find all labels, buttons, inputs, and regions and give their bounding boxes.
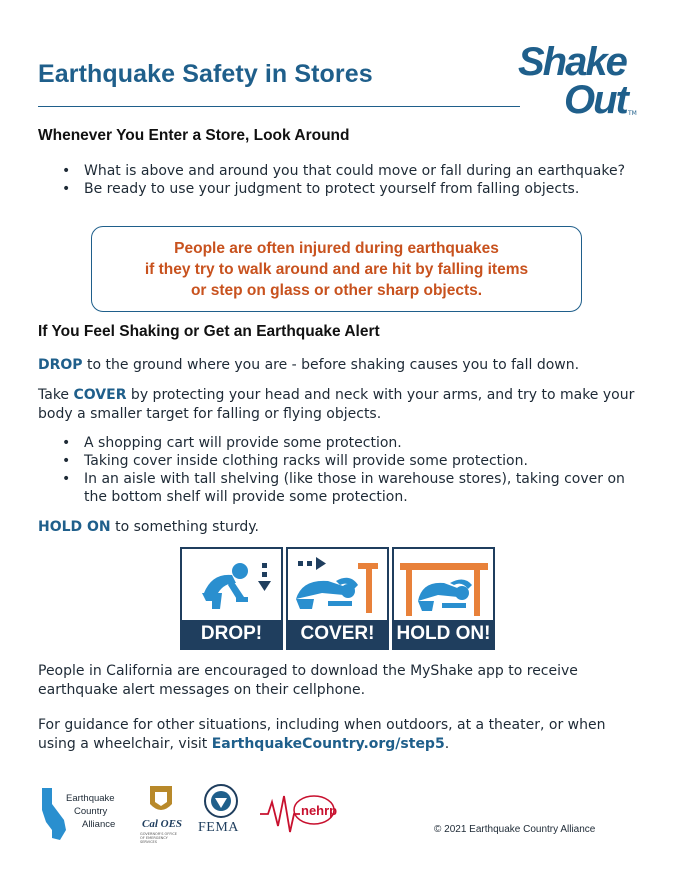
step5-link[interactable]: EarthquakeCountry.org/step5: [211, 736, 445, 752]
title-divider: [38, 106, 520, 107]
eca-line: Earthquake: [66, 793, 115, 804]
injury-warning-callout: [91, 226, 582, 312]
caloes-subtitle: GOVERNOR'S OFFICE OF EMERGENCY SERVICES: [140, 832, 178, 844]
guidance-end: .: [444, 736, 450, 752]
look-around-list: [62, 162, 642, 198]
logo-trademark: TM: [628, 110, 637, 117]
person-under-table-icon: [394, 549, 493, 621]
cover-options-list: [62, 434, 642, 506]
drop-keyword: DROP: [38, 357, 83, 373]
drop-cover-hold-panels: [180, 547, 495, 650]
nehrp-text: nehrp: [301, 803, 338, 818]
guidance-paragraph: [38, 716, 638, 754]
logo-word-shake: Shake: [518, 40, 626, 84]
cover-panel: [286, 547, 389, 650]
fema-logo-text: FEMA: [198, 820, 239, 835]
myshake-paragraph: People in California are encouraged to download the MyShake app to receive earthquake alert messages on their cellphone.: [38, 663, 578, 698]
hold-on-panel: [392, 547, 495, 650]
cover-prefix: Take: [38, 387, 74, 403]
list-item: • What is above and around you that could move or fall during an earthquake?: [62, 162, 642, 180]
caloes-logo-text: Cal OES: [142, 818, 183, 830]
eca-logo-text: [66, 792, 115, 831]
section-heading-look-around: Whenever You Enter a Store, Look Around: [38, 127, 350, 144]
hold-text: to something sturdy.: [110, 519, 259, 535]
copyright: © 2021 Earthquake Country Alliance: [434, 824, 596, 835]
california-map-icon: [38, 786, 68, 842]
drop-paragraph: [38, 356, 638, 375]
eca-line: Country: [74, 806, 108, 817]
kneeling-person-icon: [182, 549, 281, 621]
nehrp-logo-icon: [258, 788, 338, 838]
list-item: • Taking cover inside clothing racks will provide some protection.: [62, 452, 642, 470]
logo-word-out: Out: [564, 78, 627, 122]
hold-paragraph: [38, 518, 638, 537]
callout-line: or step on glass or other sharp objects.: [190, 282, 483, 299]
section-heading-shaking: If You Feel Shaking or Get an Earthquake Alert: [38, 323, 380, 340]
callout-line: People are often injured during earthquakes: [174, 240, 499, 257]
drop-label: DROP!: [182, 620, 281, 648]
caloes-seal-icon: [148, 784, 174, 816]
guidance-text: For guidance for other situations, including when outdoors, at a theater, or when using a wheelchair, visit: [38, 717, 606, 752]
cover-paragraph: [38, 386, 638, 424]
drop-text: to the ground where you are - before shaking causes you to fall down.: [82, 357, 580, 373]
cover-label: COVER!: [288, 620, 387, 648]
list-item: • A shopping cart will provide some protection.: [62, 434, 642, 452]
page-title: Earthquake Safety in Stores: [38, 60, 373, 88]
partner-logos: [38, 782, 358, 844]
crouching-person-icon: [288, 549, 387, 621]
hold-on-label: HOLD ON!: [394, 620, 493, 648]
dhs-seal-icon: [204, 784, 238, 818]
list-item: • Be ready to use your judgment to protect yourself from falling objects.: [62, 180, 642, 198]
drop-panel: [180, 547, 283, 650]
cover-text: by protecting your head and neck with your arms, and try to make your body a smaller target for falling or flying objects.: [38, 387, 635, 422]
shakeout-logo: [518, 38, 643, 124]
eca-line: Alliance: [82, 819, 116, 830]
hold-keyword: HOLD ON: [38, 519, 111, 535]
list-item: • In an aisle with tall shelving (like those in warehouse stores), taking cover on the bottom shelf will provide some protection.: [62, 470, 642, 506]
callout-line: if they try to walk around and are hit by falling items: [144, 261, 529, 278]
cover-keyword: COVER: [73, 387, 127, 403]
